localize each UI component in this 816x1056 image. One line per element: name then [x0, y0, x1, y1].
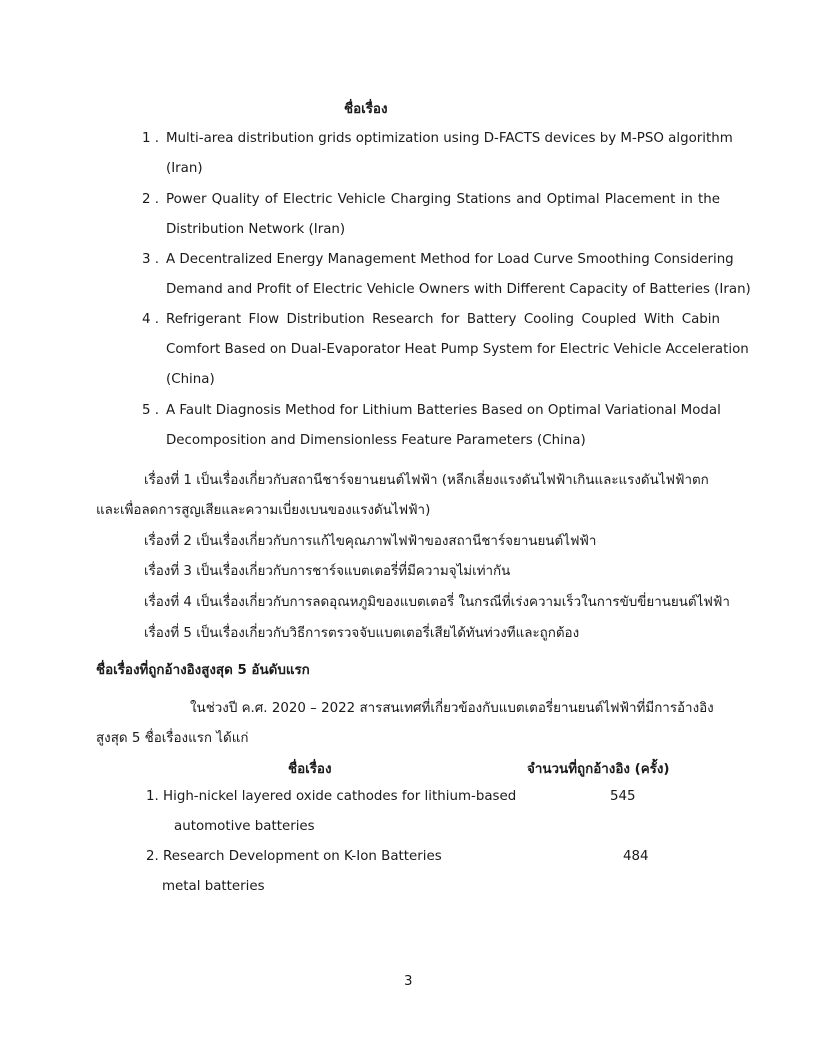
intro-line: ในช่วงปี ค.ศ. 2020 – 2022 สารสนเทศที่เกี่ยวข้องกับแบตเตอรี่ยานยนต์ไฟฟ้าที่มีการอ้างอิง	[190, 701, 714, 716]
list-item-line: A Fault Diagnosis Method for Lithium Batteries Based on Optimal Variational Modal	[166, 403, 721, 418]
item-number: 4 .	[142, 312, 160, 327]
item-number: 3 .	[142, 252, 160, 267]
table-row-count: 545	[610, 789, 636, 804]
section-heading: ชื่อเรื่อง	[344, 102, 388, 117]
item-number: 5 .	[142, 403, 160, 418]
description-line: เรื่องที่ 3 เป็นเรื่องเกี่ยวกับการชาร์จแบตเตอรี่ที่มีความจุไม่เท่ากัน	[144, 564, 511, 579]
list-item-line: Demand and Profit of Electric Vehicle Owners with Different Capacity of Batteries (Iran)	[166, 282, 751, 297]
list-item-line: Comfort Based on Dual-Evaporator Heat Pump System for Electric Vehicle Acceleration	[166, 342, 749, 357]
column-header-title: ชื่อเรื่อง	[288, 762, 332, 777]
description-line: เรื่องที่ 4 เป็นเรื่องเกี่ยวกับการลดอุณหภูมิของแบตเตอรี่ ในกรณีที่เร่งความเร็วในการขับขี่ยานยนต์ไฟฟ้า	[144, 595, 730, 610]
section-heading: ชื่อเรื่องที่ถูกอ้างอิงสูงสุด 5 อันดับแรก	[96, 663, 310, 678]
table-row-title: 1. High-nickel layered oxide cathodes for lithium-based	[146, 789, 517, 804]
description-line: เรื่องที่ 5 เป็นเรื่องเกี่ยวกับวิธีการตรวจจับแบตเตอรี่เสียได้ทันท่วงทีและถูกต้อง	[144, 626, 580, 641]
list-item-line: Power Quality of Electric Vehicle Charging Stations and Optimal Placement in the	[166, 192, 720, 207]
table-row-title: metal batteries	[162, 879, 265, 894]
item-number: 2 .	[142, 192, 160, 207]
description-line: และเพื่อลดการสูญเสียและความเบี่ยงเบนของแรงดันไฟฟ้า)	[96, 503, 431, 518]
list-item-line: Distribution Network (Iran)	[166, 222, 346, 237]
item-number: 1 .	[142, 131, 160, 146]
list-item-line: Decomposition and Dimensionless Feature Parameters (China)	[166, 433, 586, 448]
list-item-line: A Decentralized Energy Management Method for Load Curve Smoothing Considering	[166, 252, 734, 267]
list-item-line: Refrigerant Flow Distribution Research for Battery Cooling Coupled With Cabin	[166, 312, 720, 327]
table-row-title: automotive batteries	[174, 819, 315, 834]
intro-line: สูงสุด 5 ชื่อเรื่องแรก ได้แก่	[96, 731, 249, 746]
column-header-count: จำนวนที่ถูกอ้างอิง (ครั้ง)	[527, 762, 670, 777]
page-number: 3	[404, 974, 413, 989]
list-item-line: Multi-area distribution grids optimization using D-FACTS devices by M-PSO algorithm	[166, 131, 733, 146]
table-row-count: 484	[623, 849, 649, 864]
description-line: เรื่องที่ 2 เป็นเรื่องเกี่ยวกับการแก้ไขคุณภาพไฟฟ้าของสถานีชาร์จยานยนต์ไฟฟ้า	[144, 534, 597, 549]
description-line: เรื่องที่ 1 เป็นเรื่องเกี่ยวกับสถานีชาร์จยานยนต์ไฟฟ้า (หลีกเลี่ยงแรงดันไฟฟ้าเกินและแรงดันไฟฟ้าตก	[144, 473, 709, 488]
list-item-line: (China)	[166, 372, 215, 387]
table-row-title: 2. Research Development on K-Ion Batteries	[146, 849, 442, 864]
list-item-line: (Iran)	[166, 161, 203, 176]
